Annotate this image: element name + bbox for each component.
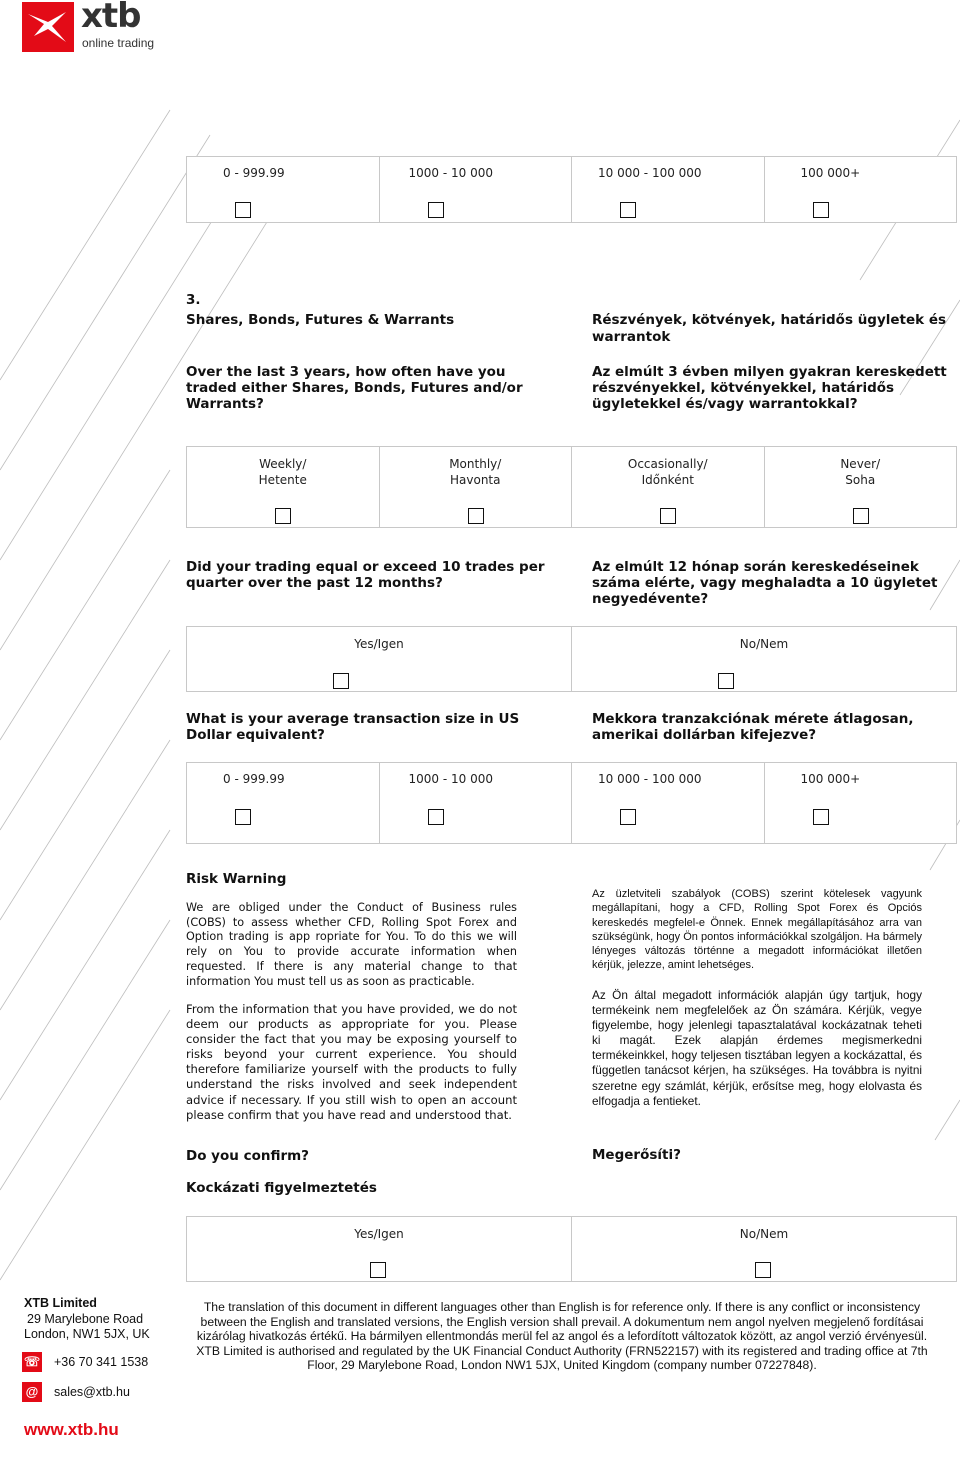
xtb-logo xyxy=(22,2,162,54)
frequency-cell-monthly xyxy=(379,446,572,528)
frequency-grid xyxy=(186,446,957,528)
size-label: 10 000 - 100 000 xyxy=(598,772,702,786)
yes-label: Yes/Igen xyxy=(354,637,404,651)
size-cell-1 xyxy=(186,156,379,223)
checkbox[interactable] xyxy=(428,809,444,825)
size-label: 10 000 - 100 000 xyxy=(598,166,702,180)
risk-paragraph-en-2: From the information that you have provided, we do not deem our products as appropriate for you. Please consider the fact that you may be exposing yourself to risks beyond your current experience. You should therefore familiarize yourself with the products to fully understand the risks involved and seek independent advice if necessary. If you still wish to open an account please confirm that you have read and understood that. xyxy=(186,1002,517,1122)
checkbox[interactable] xyxy=(370,1262,386,1278)
no-label: No/Nem xyxy=(739,1227,789,1241)
question-number: 3. xyxy=(186,292,201,308)
company-name: XTB Limited xyxy=(24,1296,97,1310)
checkbox[interactable] xyxy=(813,809,829,825)
checkbox[interactable] xyxy=(813,202,829,218)
size-label: 0 - 999.99 xyxy=(223,166,285,180)
size-label: 1000 - 10 000 xyxy=(408,772,493,786)
transaction-size-grid-1 xyxy=(186,156,957,223)
risk-paragraph-en-1: We are obliged under the Conduct of Business rules (COBS) to assess whether CFD, Rolling Spot Forex and Option trading is app ropriate for You. To do this we will rely on You to provide accurate information when requested. If there is any material change to that information You must tell us as soon as practicable. xyxy=(186,901,517,988)
frequency-label-hu: Időnként xyxy=(641,472,694,487)
q3-question-en-1: Over the last 3 years, how often have you xyxy=(186,364,506,380)
phone-icon: ☏ xyxy=(22,1352,42,1372)
q3-question-hu-2: részvényekkel, kötvényekkel, határidős xyxy=(592,380,895,396)
size-cell-4 xyxy=(764,156,958,223)
risk-paragraph-hu-1: Az üzletviteli szabályok (COBS) szerint kötelesek vagyunk megállapítani, hogy a CFD, Rolling Spot Forex és Opciós kereskedés megfelel-e Önnek. Ennek megállapításához arra van szükségünk, hogy Ön pontos információkkal szolgáljon. Ha bármely lényeges változás történne a megadott információkat illetően kérjük, jelezze, amint lehetséges. xyxy=(592,888,922,972)
yes-cell xyxy=(186,1216,571,1282)
trades-question-en-1: Did your trading equal or exceed 10 trades per xyxy=(186,559,545,575)
frequency-label-en: Weekly/ xyxy=(259,457,307,471)
risk-warning-heading-hu: Kockázati figyelmeztetés xyxy=(186,1180,377,1196)
checkbox[interactable] xyxy=(235,202,251,218)
q3-question-en-3: Warrants? xyxy=(186,396,264,412)
size-cell-3 xyxy=(571,762,764,844)
no-cell xyxy=(571,626,957,692)
logo-subtitle: online trading xyxy=(82,36,155,50)
trades-yes-no-grid xyxy=(186,626,957,692)
email-contact xyxy=(22,1382,182,1404)
q3-question-en-2: traded either Shares, Bonds, Futures and/or xyxy=(186,380,523,396)
trades-question-en-2: quarter over the past 12 months? xyxy=(186,575,443,591)
checkbox[interactable] xyxy=(428,202,444,218)
checkbox[interactable] xyxy=(275,508,291,524)
frequency-cell-never xyxy=(764,446,958,528)
size-cell-2 xyxy=(379,156,572,223)
confirm-yes-no-grid xyxy=(186,1216,957,1282)
q3-title-hu-1: Részvények, kötvények, határidős ügyletek és xyxy=(592,312,947,328)
no-label: No/Nem xyxy=(739,637,789,651)
checkbox[interactable] xyxy=(620,202,636,218)
footer-address xyxy=(24,1296,150,1343)
q3-title-en: Shares, Bonds, Futures & Warrants xyxy=(186,312,455,328)
q3-title-hu-2: warrantok xyxy=(592,329,671,345)
yes-label: Yes/Igen xyxy=(354,1227,404,1241)
xtb-x-mark-icon xyxy=(22,2,74,52)
frequency-label-hu: Soha xyxy=(845,472,876,487)
website-link[interactable]: www.xtb.hu xyxy=(24,1420,119,1439)
address-line-1: 29 Marylebone Road xyxy=(27,1311,144,1326)
checkbox[interactable] xyxy=(468,508,484,524)
size-question-hu-2: amerikai dollárban kifejezve? xyxy=(592,727,817,743)
size-cell-3 xyxy=(571,156,764,223)
size-cell-1 xyxy=(186,762,379,844)
frequency-label-hu: Hetente xyxy=(258,472,307,487)
size-question-en-2: Dollar equivalent? xyxy=(186,727,325,743)
frequency-label-en: Never/ xyxy=(840,457,881,471)
size-cell-2 xyxy=(379,762,572,844)
checkbox[interactable] xyxy=(235,809,251,825)
email-address[interactable]: sales@xtb.hu xyxy=(54,1385,130,1399)
transaction-size-grid-2 xyxy=(186,762,957,844)
trades-question-hu-3: negyedévente? xyxy=(592,591,709,607)
trades-question-hu-1: Az elmúlt 12 hónap során kereskedéseinek xyxy=(592,559,919,575)
size-label: 0 - 999.99 xyxy=(223,772,285,786)
size-question-en-1: What is your average transaction size in US xyxy=(186,711,520,727)
size-cell-4 xyxy=(764,762,958,844)
q3-question-hu-3: ügyletekkel és/vagy warrantokkal? xyxy=(592,396,858,412)
confirm-question-hu: Megerősíti? xyxy=(592,1147,681,1163)
frequency-cell-occasionally xyxy=(571,446,764,528)
phone-contact xyxy=(22,1352,182,1374)
frequency-label-en: Monthly/ xyxy=(449,457,502,471)
checkbox[interactable] xyxy=(660,508,676,524)
frequency-cell-weekly xyxy=(186,446,379,528)
risk-warning-heading: Risk Warning xyxy=(186,871,287,887)
at-icon: @ xyxy=(22,1382,42,1402)
checkbox[interactable] xyxy=(718,673,734,689)
trades-question-hu-2: száma elérte, vagy meghaladta a 10 ügyletet xyxy=(592,575,938,591)
address-line-2: London, NW1 5JX, UK xyxy=(24,1327,150,1341)
logo-word: xtb xyxy=(81,0,141,36)
size-label: 1000 - 10 000 xyxy=(408,166,493,180)
yes-cell xyxy=(186,626,571,692)
frequency-label-hu: Havonta xyxy=(450,472,501,487)
size-question-hu-1: Mekkora tranzakciónak mérete átlagosan, xyxy=(592,711,914,727)
checkbox[interactable] xyxy=(755,1262,771,1278)
size-label: 100 000+ xyxy=(800,772,861,786)
confirm-question-en: Do you confirm? xyxy=(186,1148,310,1164)
checkbox[interactable] xyxy=(333,673,349,689)
q3-question-hu-1: Az elmúlt 3 évben milyen gyakran kereskedett xyxy=(592,364,947,380)
no-cell xyxy=(571,1216,957,1282)
frequency-label-en: Occasionally/ xyxy=(627,457,708,471)
size-label: 100 000+ xyxy=(800,166,861,180)
phone-number[interactable]: +36 70 341 1538 xyxy=(54,1355,149,1369)
footer-disclaimer: The translation of this document in different languages other than English is for reference only. If there is any conflict or inconsistency between the English and translated versions, the English version shall prevail. A dokumentum nem angol nyelven megjelenő fordításai kizárólag hivatkozás értékű. Ha bármilyen ellentmondás merül fel az angol és a lefordított változatok között, az angol verzió érvényesül. XTB Limited is authorised and regulated by the UK Financial Conduct Authority (FRN522157) with its registered and trading office at 7th Floor, 29 Marylebone Road, London NW1 5JX, United Kingdom (company number 07227848). xyxy=(196,1300,928,1373)
checkbox[interactable] xyxy=(620,809,636,825)
checkbox[interactable] xyxy=(853,508,869,524)
risk-paragraph-hu-2: Az Ön által megadott információk alapján úgy tartjuk, hogy termékeink nem megfelelőek az Ön számára. Kérjük, vegye figyelembe, hogy jelenlegi tapasztalatával kockázatnak teheti ki magát. Ezek alapján érdemes megismerkedni termékeinkkel, hogy teljesen tisztában legyen a kockázattal, és független tanácsot kérjen, ha szükséges. Ha továbbra is nyitni szeretne egy számlát, kérjük, erősítse meg, hogy elolvasta és elfogadja a fentieket. xyxy=(592,988,922,1108)
